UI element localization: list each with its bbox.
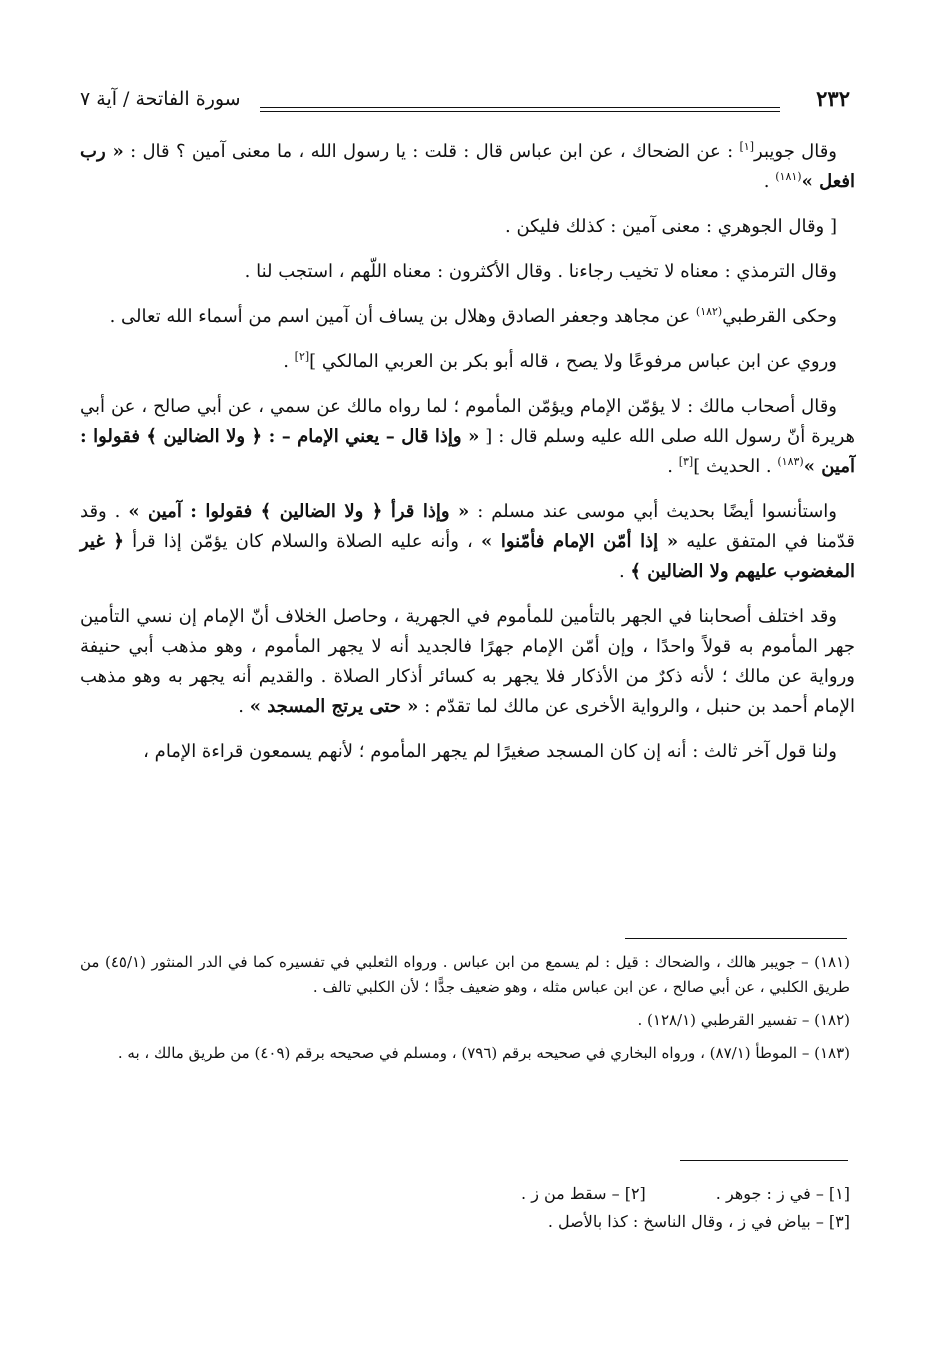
footnote-ref-182: (١٨٢) <box>695 305 723 318</box>
hadith-quote: « رب افعل » <box>80 141 855 192</box>
paragraph-8: وقد اختلف أصحابنا في الجهر بالتأمين للمأموم في الجهرية ، وحاصل الخلاف أنّ الإمام إن نسي التأمين جهر المأموم به قولاً واحدًا ، وإن أمّن الإمام جهرًا فالجديد أنه لا يجهر المأموم ، وهو مذهب أبي حنيفة ورواية عن مالك ؛ لأنه ذكرٌ من الأذكار فلا يجهر به كسائر أذكار الصلاة . والقديم أنه يجهر به وهو مذهب الإمام أحمد بن حنبل ، والرواية الأخرى عن مالك لما تقدّم : « حتى يرتج المسجد » . <box>80 606 855 717</box>
paragraph-3: وقال الترمذي : معناه لا تخيب رجاءنا . وقال الأكثرون : معناه اللّهم ، استجب لنا . <box>244 261 837 282</box>
variants-line-1 <box>80 1180 850 1208</box>
main-text <box>80 137 855 782</box>
footnote-ref-183: (١٨٣) <box>777 455 804 468</box>
page-header <box>80 84 850 124</box>
footnote-rule <box>625 938 847 939</box>
header-rule <box>260 107 780 108</box>
quran-quote: ﴿ غير المغضوب عليهم ولا الضالين ﴾ <box>80 531 855 582</box>
footnote-182: (١٨٢) – تفسير القرطبي (١٢٨/١) . <box>637 1011 850 1029</box>
header-rule-double <box>260 111 780 112</box>
variant-ref-3: [٣] <box>678 455 694 468</box>
footnote-183: (١٨٣) – الموطأ (٨٧/١) ، ورواه البخاري في صحيحه برقم (٧٩٦) ، ومسلم في صحيحه برقم (٤٠٩) من طريق مالك ، به . <box>117 1044 850 1062</box>
variants-rule <box>680 1160 848 1161</box>
paragraph-5: وروي عن ابن عباس مرفوعًا ولا يصح ، قاله أبو بكر بن العربي المالكي ][٢] . <box>283 350 837 372</box>
footnote-181: (١٨١) – جويبر هالك ، والضحاك : قيل : لم يسمع من ابن عباس . ورواه الثعلبي في تفسيره كما في الدر المنثور (٤٥/١) من طريق الكلبي ، عن أبي صالح ، عن ابن عباس مثله ، وهو ضعيف جدًّا ؛ لأن الكلبي تالف . <box>80 953 851 996</box>
paragraph-9: ولنا قول آخر ثالث : أنه إن كان المسجد صغيرًا لم يجهر المأموم ؛ لأنهم يسمعون قراءة الإمام ، <box>143 741 837 762</box>
hadith-quote: « وإذا قرأ ﴿ ولا الضالين ﴾ فقولوا : آمين » <box>128 501 470 522</box>
variant-1: [١] – في ز : جوهر . <box>715 1184 850 1203</box>
manuscript-variants <box>80 1180 850 1236</box>
variants-line-2 <box>80 1208 850 1236</box>
variant-2: [٢] – سقط من ز . <box>521 1184 646 1203</box>
paragraph-4: وحكى القرطبي$^{(١٨٢)}$ عن مجاهد وجعفر الصادق وهلال بن يساف أن آمين اسم من أسماء الله تعالى . <box>109 305 837 327</box>
page-number: ٢٣٢ <box>816 86 850 111</box>
footnotes <box>80 950 850 1074</box>
surah-title: سورة الفاتحة / آية ٧ <box>80 88 241 110</box>
paragraph-2: [ وقال الجوهري : معنى آمين : كذلك فليكن . <box>505 216 837 237</box>
paragraph-1: وقال جويبر[١] : عن الضحاك ، عن ابن عباس قال : قلت : يا رسول الله ، ما معنى آمين ؟ قال : « رب افعل »$^{(١٨١)}$ . <box>80 140 855 192</box>
variant-ref-2: [٢] <box>294 350 310 363</box>
hadith-quote: « حتى يرتج المسجد » <box>249 696 419 717</box>
footnote-ref-181: (١٨١) <box>775 170 802 183</box>
variant-ref-1: [١] <box>739 140 755 153</box>
hadith-quote: « وإذا قال – يعني الإمام – : ﴿ ولا الضالين ﴾ فقولوا : آمين » <box>80 426 855 477</box>
paragraph-6: وقال أصحاب مالك : لا يؤمّن الإمام ويؤمّن المأموم ؛ لما رواه مالك عن سمي ، عن أبي صالح ، عن أبي هريرة أنّ رسول الله صلى الله عليه وسلم قال : [ « وإذا قال – يعني الإمام – : ﴿ ولا الضالين ﴾ فقولوا : آمين »$^{(١٨٣)}$ . الحديث ][٣] . <box>80 396 855 477</box>
hadith-quote: « إذا أمّن الإمام فأمّنوا » <box>480 531 679 552</box>
paragraph-7: واستأنسوا أيضًا بحديث أبي موسى عند مسلم : « وإذا قرأ ﴿ ولا الضالين ﴾ فقولوا : آمين » . وقد قدّمنا في المتفق عليه « إذا أمّن الإمام فأمّنوا » ، وأنه عليه الصلاة والسلام كان يؤمّن إذا قرأ ﴿ غير المغضوب عليهم ولا الضالين ﴾ . <box>80 501 855 582</box>
variant-3: [٣] – بياض في ز ، وقال الناسخ : كذا بالأصل . <box>547 1212 850 1231</box>
